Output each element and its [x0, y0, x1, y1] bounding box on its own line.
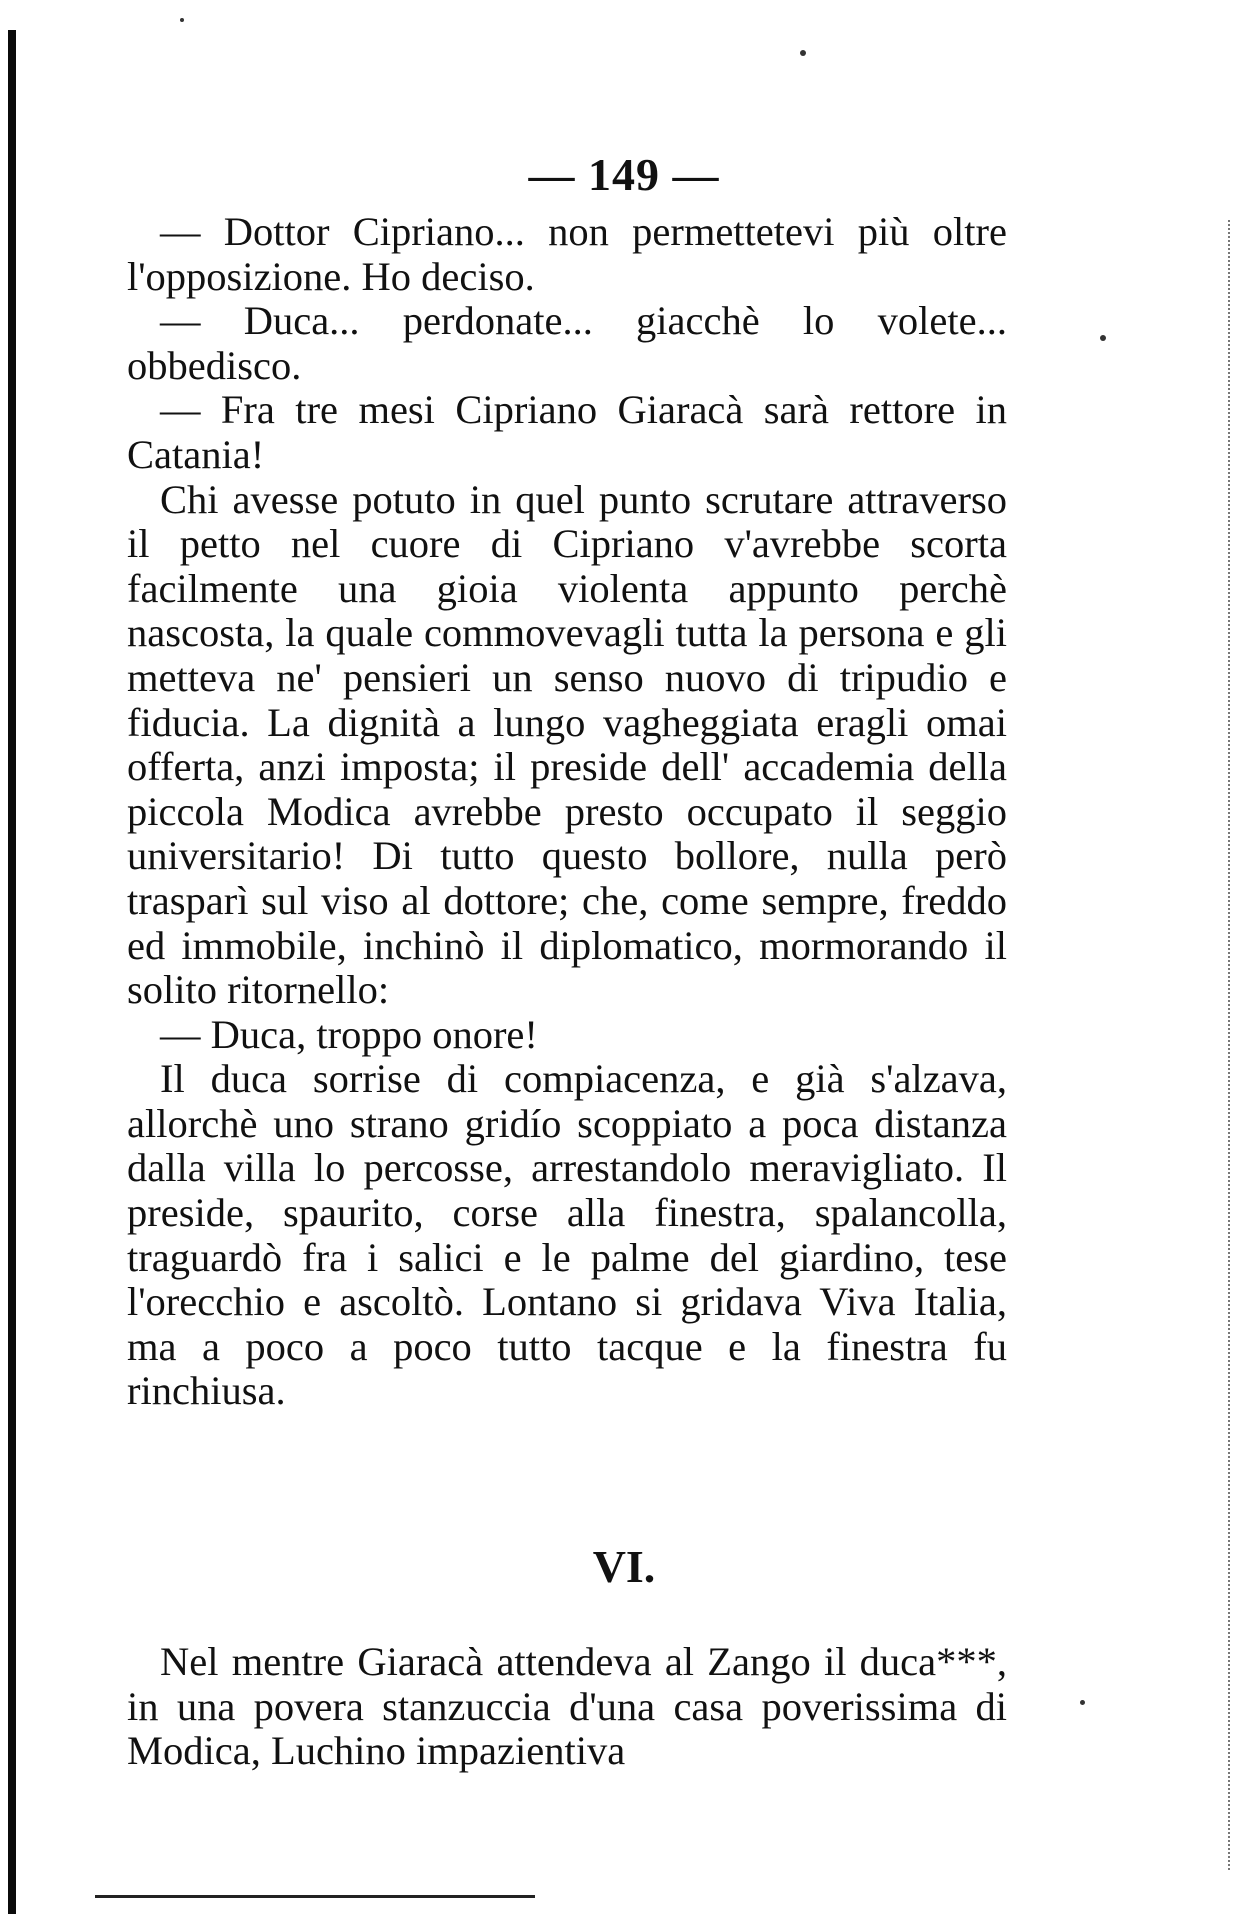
paragraph: — Duca, troppo onore!	[160, 1011, 538, 1057]
paragraph: — Fra tre mesi Cipriano Giaracà sarà rettore in Catania!	[127, 387, 1007, 477]
speck	[800, 50, 806, 56]
bottom-rule	[95, 1895, 535, 1898]
paragraph: — Dottor Cipriano... non permettetevi più oltre l'opposizione. Ho deciso.	[127, 209, 1007, 299]
page-edge-speckles	[1198, 220, 1230, 1870]
section-text-block	[127, 1640, 1007, 1774]
section-heading: VI.	[592, 1541, 656, 1592]
speck	[180, 18, 184, 22]
speck	[1080, 1700, 1085, 1705]
page-number: — 149 —	[528, 149, 720, 200]
paragraph: Il duca sorrise di compiacenza, e già s'alzava, allorchè uno strano gridío scoppiato a poca distanza dalla villa lo percosse, arrestandolo meravigliato. Il preside, spaurito, corse alla finestra, spalancolla, traguardò fra i salici e le palme del giardino, tese l'orecchio e ascoltò. Lontano si gridava Viva Italia, ma a poco a poco tutto tacque e la finestra fu rinchiusa.	[127, 1056, 1007, 1414]
main-text-block	[127, 210, 1007, 1414]
paragraph: Nel mentre Giaracà attendeva al Zango il duca***, in una povera stanzuccia d'una casa poverissima di Modica, Luchino impazientiva	[127, 1639, 1007, 1774]
speck	[1100, 335, 1106, 341]
paragraph: Chi avesse potuto in quel punto scrutare attraverso il petto nel cuore di Cipriano v'avrebbe scorta facilmente una gioia violenta appunto perchè nascosta, la quale commovevagli tutta la persona e gli metteva ne' pensieri un senso nuovo di tripudio e fiducia. La dignità a lungo vagheggiata eragli omai offerta, anzi imposta; il preside dell' accademia della piccola Modica avrebbe presto occupato il seggio universitario! Di tutto questo bollore, nulla però trasparì sul viso al dottore; che, come sempre, freddo ed immobile, inchinò il diplomatico, mormorando il solito ritornello:	[127, 476, 1007, 1013]
paragraph: — Duca... perdonate... giacchè lo volete... obbedisco.	[127, 298, 1007, 388]
page-spine-edge	[8, 30, 16, 1914]
